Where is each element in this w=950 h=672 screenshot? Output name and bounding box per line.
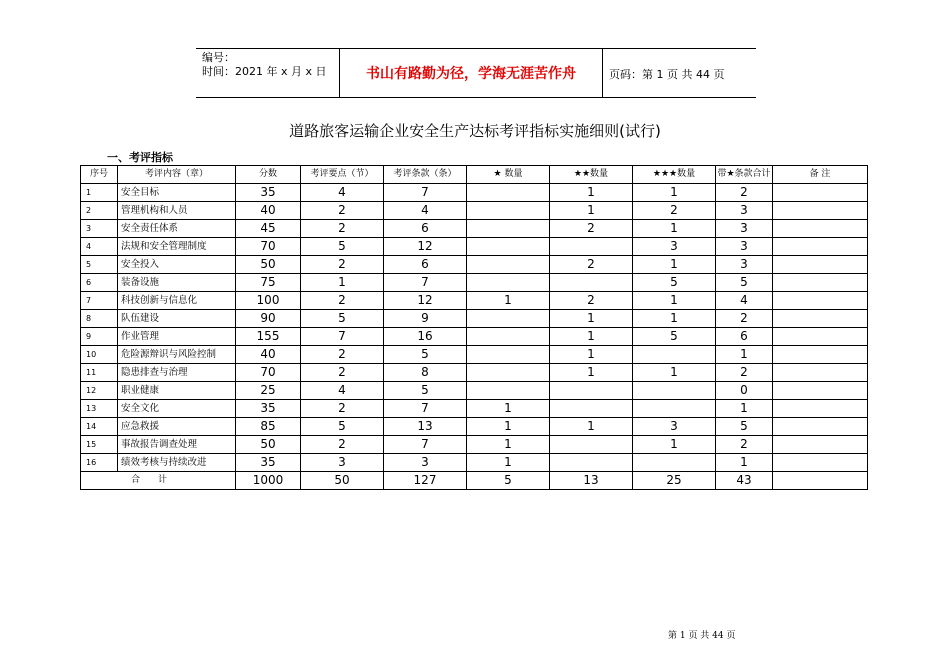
row-clauses: 6 [384, 220, 467, 238]
row-two-star: 1 [550, 364, 633, 382]
row-points: 5 [301, 310, 384, 328]
row-number: 10 [81, 346, 118, 364]
row-clauses: 7 [384, 436, 467, 454]
table-row [81, 328, 868, 346]
table-header-row [81, 166, 868, 184]
row-clauses: 3 [384, 454, 467, 472]
date-label: 时间：2021 年 x 月 x 日 [202, 65, 327, 78]
table-row [81, 256, 868, 274]
row-one-star [467, 184, 550, 202]
total-score: 1000 [236, 472, 301, 490]
total-two-star: 13 [550, 472, 633, 490]
total-clauses: 127 [384, 472, 467, 490]
row-note [773, 184, 868, 202]
row-number: 11 [81, 364, 118, 382]
table-row [81, 346, 868, 364]
total-row [81, 472, 868, 490]
row-points: 4 [301, 382, 384, 400]
row-two-star: 2 [550, 256, 633, 274]
row-content: 安全责任体系 [118, 220, 236, 238]
row-content: 事故报告调查处理 [118, 436, 236, 454]
row-three-star: 1 [633, 184, 716, 202]
row-clauses: 6 [384, 256, 467, 274]
row-content: 队伍建设 [118, 310, 236, 328]
column-header: 序号 [81, 166, 118, 184]
header-page-number: 页码：第 1 页 共 44 页 [609, 68, 725, 81]
serial-number-label: 编号： [202, 51, 235, 64]
column-header: ★★数量 [550, 166, 633, 184]
row-content: 职业健康 [118, 382, 236, 400]
row-number: 14 [81, 418, 118, 436]
row-three-star: 1 [633, 364, 716, 382]
total-one-star: 5 [467, 472, 550, 490]
header-meta [202, 51, 332, 79]
column-header: 分数 [236, 166, 301, 184]
row-two-star: 1 [550, 346, 633, 364]
row-starred-total: 5 [716, 274, 773, 292]
total-note [773, 472, 868, 490]
row-points: 2 [301, 364, 384, 382]
row-note [773, 274, 868, 292]
total-points: 50 [301, 472, 384, 490]
row-score: 70 [236, 238, 301, 256]
row-starred-total: 2 [716, 436, 773, 454]
total-label: 合计 [81, 472, 236, 490]
row-one-star [467, 238, 550, 256]
row-points: 2 [301, 436, 384, 454]
table-row [81, 184, 868, 202]
row-starred-total: 2 [716, 310, 773, 328]
row-one-star [467, 382, 550, 400]
row-number: 16 [81, 454, 118, 472]
row-score: 40 [236, 202, 301, 220]
row-clauses: 7 [384, 184, 467, 202]
row-one-star [467, 346, 550, 364]
row-points: 2 [301, 346, 384, 364]
table-body [81, 184, 868, 472]
row-content: 绩效考核与持续改进 [118, 454, 236, 472]
row-number: 2 [81, 202, 118, 220]
row-score: 35 [236, 454, 301, 472]
table-row [81, 454, 868, 472]
row-content: 安全投入 [118, 256, 236, 274]
row-starred-total: 3 [716, 238, 773, 256]
row-note [773, 382, 868, 400]
row-score: 35 [236, 400, 301, 418]
row-number: 9 [81, 328, 118, 346]
row-clauses: 9 [384, 310, 467, 328]
row-number: 3 [81, 220, 118, 238]
indicator-table [80, 165, 868, 490]
row-starred-total: 1 [716, 400, 773, 418]
row-score: 40 [236, 346, 301, 364]
row-two-star: 1 [550, 202, 633, 220]
row-two-star: 1 [550, 310, 633, 328]
row-points: 1 [301, 274, 384, 292]
row-content: 装备设施 [118, 274, 236, 292]
row-three-star: 5 [633, 328, 716, 346]
column-header: ★ 数量 [467, 166, 550, 184]
column-header: ★★★数量 [633, 166, 716, 184]
row-three-star: 1 [633, 292, 716, 310]
column-header: 考评条款（条） [384, 166, 467, 184]
row-two-star [550, 238, 633, 256]
row-content: 危险源辩识与风险控制 [118, 346, 236, 364]
row-content: 作业管理 [118, 328, 236, 346]
row-content: 隐患排查与治理 [118, 364, 236, 382]
row-starred-total: 1 [716, 454, 773, 472]
table-row [81, 418, 868, 436]
row-points: 2 [301, 220, 384, 238]
row-one-star: 1 [467, 436, 550, 454]
header-slogan: 书山有路勤为径，学海无涯苦作舟 [366, 66, 576, 82]
table-row [81, 400, 868, 418]
row-note [773, 454, 868, 472]
row-note [773, 310, 868, 328]
row-one-star [467, 274, 550, 292]
table-row [81, 274, 868, 292]
row-score: 75 [236, 274, 301, 292]
row-score: 35 [236, 184, 301, 202]
row-points: 5 [301, 238, 384, 256]
table-row [81, 364, 868, 382]
row-note [773, 238, 868, 256]
row-one-star: 1 [467, 292, 550, 310]
row-number: 8 [81, 310, 118, 328]
row-three-star: 1 [633, 256, 716, 274]
row-note [773, 346, 868, 364]
row-one-star: 1 [467, 454, 550, 472]
row-three-star: 1 [633, 220, 716, 238]
row-points: 2 [301, 202, 384, 220]
row-note [773, 256, 868, 274]
row-number: 7 [81, 292, 118, 310]
row-two-star: 1 [550, 418, 633, 436]
row-three-star: 1 [633, 310, 716, 328]
row-points: 5 [301, 418, 384, 436]
row-three-star [633, 400, 716, 418]
row-note [773, 436, 868, 454]
column-header: 考评内容（章） [118, 166, 236, 184]
row-starred-total: 1 [716, 346, 773, 364]
row-one-star [467, 310, 550, 328]
table-row [81, 310, 868, 328]
row-content: 管理机构和人员 [118, 202, 236, 220]
row-one-star [467, 220, 550, 238]
row-clauses: 5 [384, 346, 467, 364]
table-row [81, 238, 868, 256]
row-two-star: 2 [550, 220, 633, 238]
header-divider [602, 49, 603, 97]
row-three-star: 5 [633, 274, 716, 292]
row-number: 6 [81, 274, 118, 292]
row-one-star [467, 256, 550, 274]
row-points: 2 [301, 292, 384, 310]
row-two-star [550, 436, 633, 454]
row-number: 1 [81, 184, 118, 202]
row-clauses: 13 [384, 418, 467, 436]
row-clauses: 5 [384, 382, 467, 400]
row-starred-total: 6 [716, 328, 773, 346]
row-points: 3 [301, 454, 384, 472]
row-points: 4 [301, 184, 384, 202]
row-two-star: 1 [550, 328, 633, 346]
row-content: 科技创新与信息化 [118, 292, 236, 310]
page-footer: 第 1 页 共 44 页 [668, 631, 736, 641]
row-points: 2 [301, 256, 384, 274]
row-clauses: 12 [384, 238, 467, 256]
row-clauses: 8 [384, 364, 467, 382]
table-row [81, 292, 868, 310]
row-clauses: 16 [384, 328, 467, 346]
row-clauses: 4 [384, 202, 467, 220]
row-starred-total: 0 [716, 382, 773, 400]
row-three-star: 2 [633, 202, 716, 220]
row-clauses: 7 [384, 274, 467, 292]
row-note [773, 418, 868, 436]
row-score: 90 [236, 310, 301, 328]
row-clauses: 7 [384, 400, 467, 418]
row-note [773, 328, 868, 346]
row-points: 2 [301, 400, 384, 418]
row-two-star [550, 454, 633, 472]
document-header [196, 48, 756, 98]
table-row [81, 202, 868, 220]
row-score: 50 [236, 436, 301, 454]
row-note [773, 220, 868, 238]
column-header: 考评要点（节） [301, 166, 384, 184]
table-row [81, 382, 868, 400]
row-content: 应急救援 [118, 418, 236, 436]
row-score: 45 [236, 220, 301, 238]
row-one-star [467, 364, 550, 382]
row-three-star [633, 346, 716, 364]
row-score: 85 [236, 418, 301, 436]
section-title: 一、考评指标 [107, 151, 173, 164]
row-score: 100 [236, 292, 301, 310]
row-starred-total: 3 [716, 202, 773, 220]
row-two-star [550, 274, 633, 292]
total-starred: 43 [716, 472, 773, 490]
row-score: 50 [236, 256, 301, 274]
row-starred-total: 3 [716, 256, 773, 274]
row-note [773, 292, 868, 310]
row-note [773, 364, 868, 382]
row-starred-total: 2 [716, 184, 773, 202]
row-score: 155 [236, 328, 301, 346]
table-row [81, 220, 868, 238]
row-number: 13 [81, 400, 118, 418]
row-starred-total: 3 [716, 220, 773, 238]
row-one-star: 1 [467, 418, 550, 436]
table-row [81, 436, 868, 454]
row-two-star [550, 400, 633, 418]
row-one-star: 1 [467, 400, 550, 418]
row-two-star: 2 [550, 292, 633, 310]
row-three-star: 1 [633, 436, 716, 454]
row-starred-total: 4 [716, 292, 773, 310]
total-three-star: 25 [633, 472, 716, 490]
row-starred-total: 5 [716, 418, 773, 436]
column-header: 备 注 [773, 166, 868, 184]
row-three-star [633, 454, 716, 472]
row-one-star [467, 202, 550, 220]
row-two-star [550, 382, 633, 400]
row-number: 15 [81, 436, 118, 454]
row-content: 法规和安全管理制度 [118, 238, 236, 256]
row-three-star: 3 [633, 418, 716, 436]
row-score: 70 [236, 364, 301, 382]
row-number: 12 [81, 382, 118, 400]
row-number: 5 [81, 256, 118, 274]
row-starred-total: 2 [716, 364, 773, 382]
row-note [773, 400, 868, 418]
row-number: 4 [81, 238, 118, 256]
column-header: 带★条款合计 [716, 166, 773, 184]
row-content: 安全目标 [118, 184, 236, 202]
row-clauses: 12 [384, 292, 467, 310]
row-three-star [633, 382, 716, 400]
row-score: 25 [236, 382, 301, 400]
document-title: 道路旅客运输企业安全生产达标考评指标实施细则(试行) [289, 122, 661, 140]
row-three-star: 3 [633, 238, 716, 256]
row-points: 7 [301, 328, 384, 346]
row-two-star: 1 [550, 184, 633, 202]
row-one-star [467, 328, 550, 346]
row-content: 安全文化 [118, 400, 236, 418]
row-note [773, 202, 868, 220]
